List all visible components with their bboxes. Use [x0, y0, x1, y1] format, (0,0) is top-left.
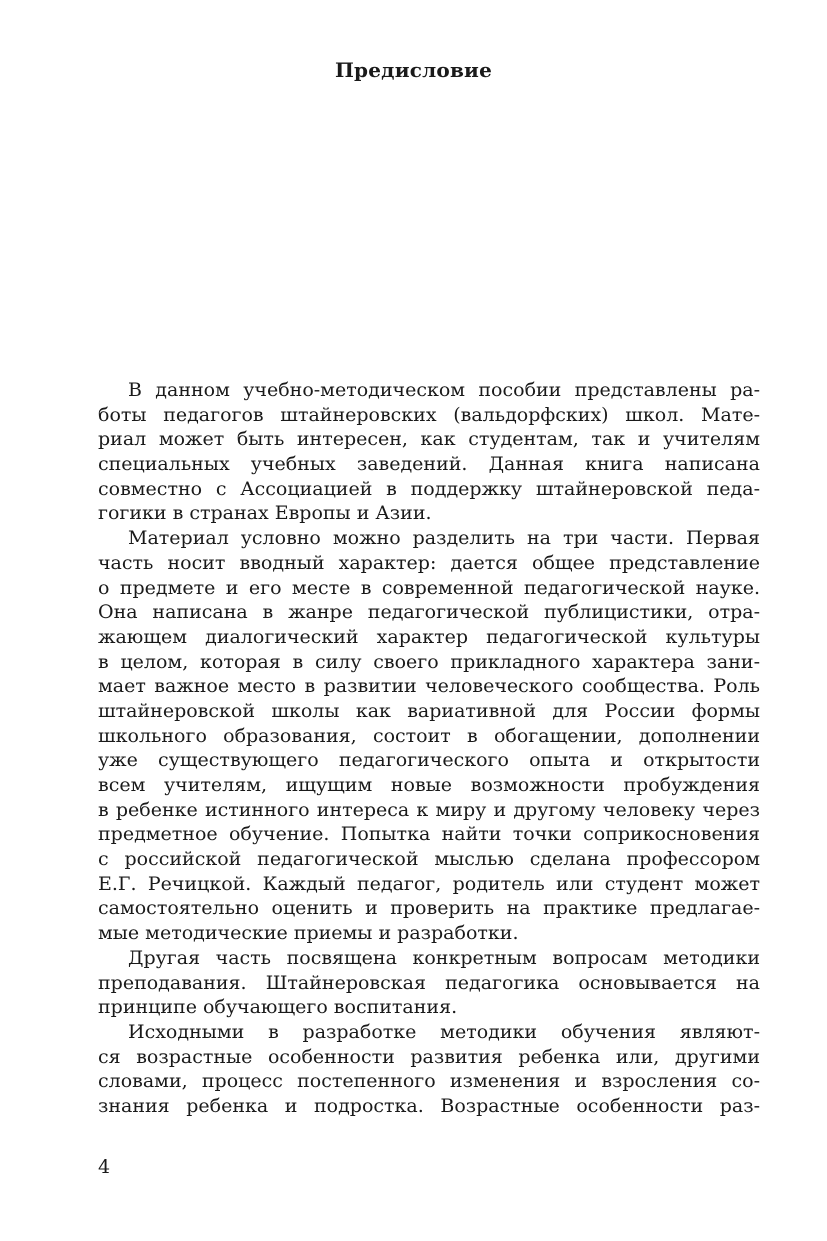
text-line: уже существующего педагогического опыта и открытости [98, 749, 760, 772]
text-line: в целом, которая в силу своего прикладного характера зани- [98, 650, 760, 673]
text-line: мает важное место в развитии человеческого сообщества. Роль [98, 675, 760, 698]
text-line: Е.Г. Речицкой. Каждый педагог, родитель или студент может [98, 872, 760, 895]
text-line: словами, процесс постепенного изменения и взросления со- [98, 1070, 760, 1093]
text-line: В данном учебно-методическом пособии представлены ра- [128, 379, 760, 401]
text-line: преподавания. Штайнеровская педагогика основывается на [98, 971, 760, 994]
text-line: жающем диалогический характер педагогической культуры [98, 625, 760, 648]
text-line: всем учителям, ищущим новые возможности пробуждения [98, 774, 760, 796]
body-text [98, 378, 760, 1119]
text-line: ся возрастные особенности развития ребенка или, другими [98, 1045, 760, 1068]
text-line: Она написана в жанре педагогической публицистики, отра- [98, 601, 760, 624]
text-line: Материал условно можно разделить на три части. Первая [128, 527, 760, 550]
text-line: специальных учебных заведений. Данная книга написана [98, 453, 760, 476]
text-line: часть носит вводный характер: дается общее представление [98, 551, 760, 574]
text-line: школьного образования, состоит в обогащении, дополнении [98, 724, 760, 747]
text-line: знания ребенка и подростка. Возрастные особенности раз- [98, 1094, 760, 1117]
text-line: гогики в странах Европы и Азии. [98, 502, 432, 525]
text-line: о предмете и его месте в современной педагогической науке. [98, 576, 760, 599]
text-line: самостоятельно оценить и проверить на практике предлагае- [98, 897, 760, 920]
text-line: штайнеровской школы как вариативной для России формы [98, 699, 760, 722]
text-line: боты педагогов штайнеровских (вальдорфских) школ. Мате- [98, 403, 760, 426]
page-title: Предисловие [334, 58, 493, 82]
text-line: принципе обучающего воспитания. [98, 996, 458, 1019]
text-line: в ребенке истинного интереса к миру и другому человеку через [98, 798, 760, 821]
text-line: Другая часть посвящена конкретным вопросам методики [128, 946, 760, 969]
page-number: 4 [98, 1156, 111, 1178]
text-line: мые методические приемы и разработки. [98, 922, 519, 945]
text-line: риал может быть интересен, как студентам, так и учителям [98, 428, 760, 451]
text-line: совместно с Ассоциацией в поддержку штайнеровской педа- [98, 477, 760, 500]
text-line: с российской педагогической мыслью сделана профессором [98, 848, 760, 871]
text-line: предметное обучение. Попытка найти точки соприкосновения [98, 823, 760, 846]
text-line: Исходными в разработке методики обучения являют- [128, 1020, 760, 1043]
